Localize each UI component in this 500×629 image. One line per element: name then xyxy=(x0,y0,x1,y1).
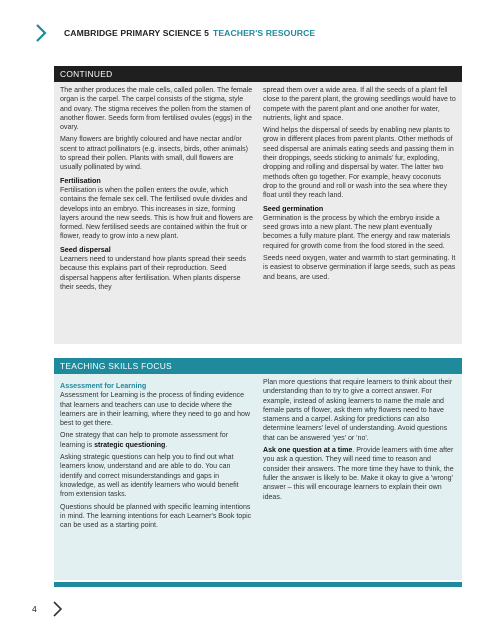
paragraph: Questions should be planned with specific learning intentions in mind. The learning intentions for each Learner's Book topic can be used as a starting point. xyxy=(60,503,252,530)
continued-left-column xyxy=(60,86,253,295)
continued-box xyxy=(54,66,462,344)
teaching-right-column xyxy=(263,378,456,533)
paragraph: spread them over a wide area. If all the seeds of a plant fell close to the parent plant, the growing seedlings would have to compete with the parent plant and one another for water, nutrients, light and space. xyxy=(263,87,456,122)
heading-assessment-for-learning: Assessment for Learning xyxy=(60,381,147,390)
chevron-right-icon xyxy=(51,601,65,617)
page-header xyxy=(32,24,315,42)
book-title: CAMBRIDGE PRIMARY SCIENCE 5 xyxy=(64,28,209,38)
paragraph: Ask one question at a time. Provide learners with time after you ask a question. They will need time to reason and consider their answers. The more time they have to think, the fuller the answer is likely to be. Make it okay to give a 'wrong' answer – this will encourage learners to explain their own ideas. xyxy=(263,447,454,501)
paragraph: One strategy that can help to promote assessment for learning is strategic questioning. xyxy=(60,432,229,449)
bold-term: strategic questioning xyxy=(94,441,166,449)
bottom-accent-bar xyxy=(54,582,462,587)
page-number: 4 xyxy=(32,604,37,614)
paragraph: Wind helps the dispersal of seeds by enabling new plants to grow in different places from parent plants. Other methods of seed dispersal are animals eating seeds and passing them in their droppings, seeds sticking to animals' fur, exploding, dropping and rolling and dispersal by water. The latter two methods often go together. For example, heavy coconuts drop to the ground and roll or wash into the sea where they float until they reach land. xyxy=(263,127,454,200)
page-footer xyxy=(32,601,65,617)
resource-title: TEACHER'S RESOURCE xyxy=(213,28,316,38)
teaching-skills-title: TEACHING SKILLS FOCUS xyxy=(54,358,462,374)
heading-fertilisation: Fertilisation xyxy=(60,175,101,185)
paragraph: The anther produces the male cells, called pollen. The female organ is the carpel. The carpel consists of the stigma, style and ovary. The stigma receives the pollen from the stamen of another flower. Seeds form from fertilised ovules (eggs) in the ovary. xyxy=(60,87,253,132)
paragraph: Germination is the process by which the embryo inside a seed grows into a new plant. The new plant eventually becomes a fully mature plant. The energy and raw materials required for growth come from the food stored in the seed. xyxy=(263,214,451,250)
continued-right-column xyxy=(263,86,456,295)
continued-title: CONTINUED xyxy=(54,66,462,82)
teaching-skills-box xyxy=(54,358,462,580)
heading-seed-dispersal: Seed dispersal xyxy=(60,244,111,254)
heading-seed-germination: Seed germination xyxy=(263,203,324,213)
paragraph: Fertilisation is when the pollen enters the ovule, which contains the female sex cell. The fertilised ovule divides and develops into an embryo. This increases in size, forming layers around the new seeds. This is how fruit and flowers are formed. New fertilised seeds are contained within the fruit or flower, ready to grow into a new plant. xyxy=(60,186,253,241)
paragraph: Learners need to understand how plants spread their seeds because this explains part of their reproduction. Seed dispersal happens after fertilisation. When plants disperse their seeds, they xyxy=(60,256,247,291)
chevron-right-icon xyxy=(32,24,50,42)
paragraph: Asking strategic questions can help you to find out what learners know, understand and are able to do. You can identify and correct misunderstandings and gaps in knowledge, as well as identify learners who would benefit from extension tasks. xyxy=(60,454,239,499)
paragraph: Seeds need oxygen, water and warmth to start germinating. It is easiest to observe germination if large seeds, such as peas and beans, are used. xyxy=(263,255,456,281)
teaching-left-column xyxy=(60,378,253,533)
paragraph: Plan more questions that require learners to think about their understanding than to try to give a correct answer. For example, instead of asking learners to name the male and female parts of flower, ask them why flowers need to have stamens and a carpel. Asking for predictions can also determine learners' level of understanding. Avoid questions that can be answered 'yes' or 'no'. xyxy=(263,379,453,442)
bold-term: Ask one question at a time xyxy=(263,447,353,455)
paragraph: Assessment for Learning is the process of finding evidence that learners and teachers can use to decide where the learners are in their learning, where they need to go and how best to get there. xyxy=(60,392,250,428)
paragraph: Many flowers are brightly coloured and have nectar and/or scent to attract pollinators (e.g. insects, birds, other animals) to spread their pollen. Plants with small, dull flowers are usually pollinated by wind. xyxy=(60,136,248,172)
